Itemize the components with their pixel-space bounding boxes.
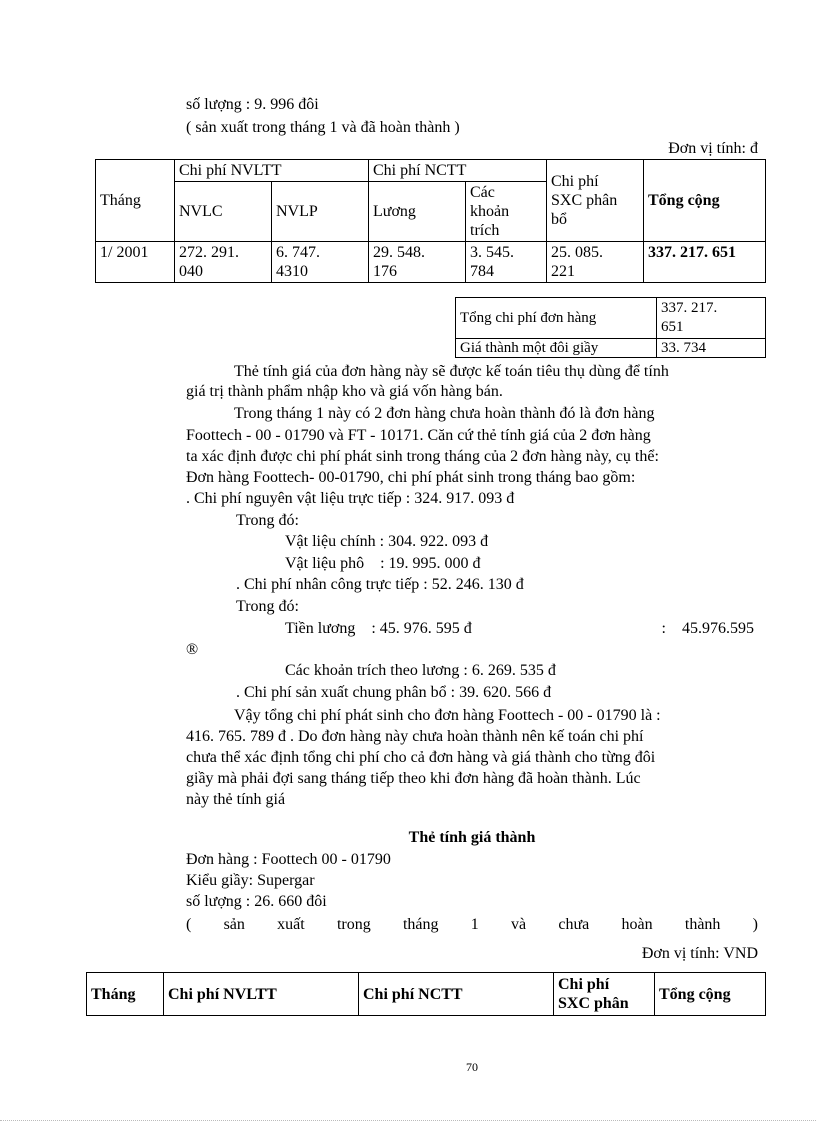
page-bottom-rule	[0, 1120, 816, 1121]
paragraph-line: Foottech - 00 - 01790 và FT - 10171. Căn cứ thẻ tính giá của 2 đơn hàng	[186, 427, 651, 444]
header-nctt: Chi phí NCTT	[359, 973, 554, 1016]
sxc-line: . Chi phí sản xuất chung phân bổ : 39. 620. 566 đ	[236, 684, 552, 701]
header-tong: Tổng cộng	[644, 160, 766, 242]
summary-table	[455, 297, 766, 358]
production-note-2: ( sản xuất trong tháng 1 và chưa hoàn thành )	[186, 916, 758, 933]
total-cost-value: 337. 217. 651	[657, 298, 766, 339]
cell-nvlc: 272. 291. 040	[175, 242, 272, 283]
unit-cost-value: 33. 734	[657, 339, 766, 358]
header-sxc: Chi phí SXC phân bổ	[547, 160, 644, 242]
nc-total: . Chi phí nhân công trực tiếp : 52. 246. 130 đ	[236, 576, 524, 593]
tien-luong: Tiền lương : 45. 976. 595 đ	[285, 620, 472, 637]
paragraph-line: Đơn hàng Foottech- 00-01790, chi phí phát sinh trong tháng bao gồm:	[186, 469, 636, 486]
paragraph-line: Thẻ tính giá của đơn hàng này sẽ được kế toán tiêu thụ dùng để tính	[234, 363, 669, 380]
header-nvltt: Chi phí NVLTT	[164, 973, 359, 1016]
section-title: Thẻ tính giá thành	[408, 829, 536, 846]
style-line: Kiểu giầy: Supergar	[186, 872, 315, 889]
table-row	[456, 339, 766, 358]
cell-nvlp: 6. 747. 4310	[272, 242, 369, 283]
cell-luong: 29. 548. 176	[369, 242, 466, 283]
header-sxc: Chi phí SXC phân	[554, 973, 655, 1016]
table-header-row	[96, 160, 766, 182]
vat-lieu-phu: Vật liệu phô : 19. 995. 000 đ	[285, 555, 481, 572]
unit-label-2: Đơn vị tính: VND	[641, 945, 758, 962]
header-nctt: Chi phí NCTT	[369, 160, 547, 182]
paragraph-line: giầy mà phải đợi sang tháng tiếp theo khi đơn hàng đã hoàn thành. Lúc	[186, 770, 641, 787]
header-nvlp: NVLP	[272, 182, 369, 242]
paragraph-line: 416. 765. 789 đ . Do đơn hàng này chưa hoàn thành nên kế toán chi phí	[186, 728, 644, 745]
header-tong: Tổng cộng	[655, 973, 766, 1016]
cost-table-2	[86, 972, 766, 1016]
khoan-trich: Các khoản trích theo lương : 6. 269. 535 đ	[285, 662, 556, 679]
vat-lieu-chinh: Vật liệu chính : 304. 922. 093 đ	[285, 533, 489, 550]
cell-thang: 1/ 2001	[96, 242, 175, 283]
quantity-line-2: số lượng : 26. 660 đôi	[186, 893, 327, 910]
cost-table	[95, 159, 766, 283]
table-row	[456, 298, 766, 339]
table-header-row	[87, 973, 766, 1016]
cell-sxc: 25. 085. 221	[547, 242, 644, 283]
header-nvlc: NVLC	[175, 182, 272, 242]
total-cost-label: Tổng chi phí đơn hàng	[456, 298, 657, 339]
header-thang: Tháng	[87, 973, 164, 1016]
cell-khoan: 3. 545. 784	[466, 242, 547, 283]
unit-label: Đơn vị tính: đ	[668, 140, 758, 157]
paragraph-line: này thẻ tính giá	[186, 791, 286, 808]
unit-cost-label: Giá thành một đôi giầy	[456, 339, 657, 358]
trong-do-label: Trong đó:	[236, 512, 299, 529]
cell-tong: 337. 217. 651	[644, 242, 766, 283]
paragraph-line: giá trị thành phẩm nhập kho và giá vốn hàng bán.	[186, 383, 503, 400]
paragraph-line: ta xác định được chi phí phát sinh trong tháng của 2 đơn hàng này, cụ thể:	[186, 448, 659, 465]
table-row	[96, 242, 766, 283]
order-line: Đơn hàng : Foottech 00 - 01790	[186, 851, 391, 868]
nvl-total: . Chi phí nguyên vật liệu trực tiếp : 324. 917. 093 đ	[186, 490, 515, 507]
header-nvltt: Chi phí NVLTT	[175, 160, 369, 182]
production-note: ( sản xuất trong tháng 1 và đã hoàn thành )	[186, 119, 460, 136]
header-luong: Lương	[369, 182, 466, 242]
paragraph-line: Vậy tổng chi phí phát sinh cho đơn hàng Foottech - 00 - 01790 là :	[234, 707, 661, 724]
header-khoan-trich: Các khoản trích	[466, 182, 547, 242]
header-thang: Tháng	[96, 160, 175, 242]
trong-do-label: Trong đó:	[236, 598, 299, 615]
registered-symbol: ®	[186, 641, 199, 658]
paragraph-line: chưa thể xác định tổng chi phí cho cả đơn hàng và giá thành cho từng đôi	[186, 749, 656, 766]
quantity-line: số lượng : 9. 996 đôi	[186, 96, 319, 113]
page-number: 70	[466, 1060, 478, 1074]
tien-luong-right: : 45.976.595	[661, 620, 754, 637]
paragraph-line: Trong tháng 1 này có 2 đơn hàng chưa hoàn thành đó là đơn hàng	[234, 405, 655, 422]
